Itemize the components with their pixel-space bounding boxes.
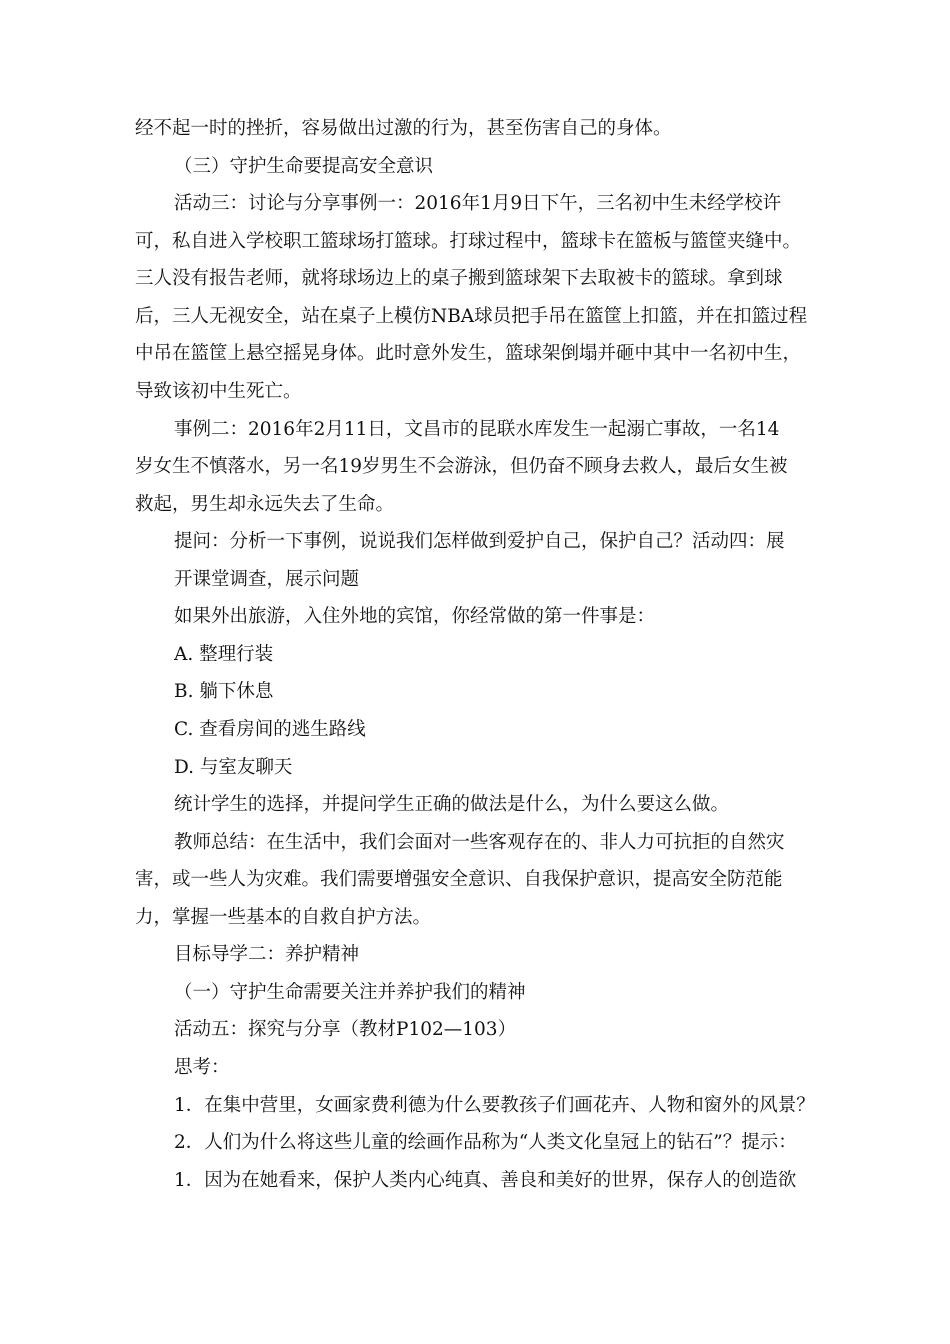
paragraph-line: 岁女生不慎落水，另一名19岁男生不会游泳，但仍奋不顾身去救人，最后女生被 [135,456,788,477]
question-text: 如果外出旅游，入住外地的宾馆，你经常做的第一件事是： [174,606,656,627]
option-c: C. 查看房间的逃生路线 [174,719,366,740]
section-heading: 目标导学二：养护精神 [174,944,360,965]
paragraph-line: 统计学生的选择，并提问学生正确的做法是什么，为什么要这么做。 [174,794,730,815]
paragraph-line: 害，或一些人为灾难。我们需要增强安全意识、自我保护意识，提高安全防范能 [135,869,783,890]
paragraph-line: 导致该初中生死亡。 [135,381,302,402]
section-heading: （三）守护生命要提高安全意识 [174,156,434,177]
answer-item: 1．因为在她看来，保护人类内心纯真、善良和美好的世界，保存人的创造欲 [174,1170,797,1191]
paragraph-line: 三人没有报告老师，就将球场边上的桌子搬到篮球架下去取被卡的篮球。拿到球 [135,268,783,289]
paragraph-line: 力，掌握一些基本的自救自护方法。 [135,907,432,928]
section-heading: （一）守护生命需要关注并养护我们的精神 [174,982,526,1003]
option-a: A. 整理行装 [174,644,274,665]
paragraph-line: 可，私自进入学校职工篮球场打篮球。打球过程中，篮球卡在篮板与篮筐夹缝中。 [135,231,802,252]
paragraph-line: 后，三人无视安全，站在桌子上模仿NBA球员把手吊在篮筐上扣篮，并在扣篮过程 [135,306,808,327]
paragraph-line: 思考： [174,1057,230,1078]
paragraph-line: 教师总结：在生活中，我们会面对一些客观存在的、非人力可抗拒的自然灾 [174,832,785,853]
option-d: D. 与室友聊天 [174,757,293,778]
paragraph-line: 中吊在篮筐上悬空摇晃身体。此时意外发生，篮球架倒塌并砸中其中一名初中生， [135,343,802,364]
paragraph-line: 经不起一时的挫折，容易做出过激的行为，甚至伤害自己的身体。 [135,118,672,139]
paragraph-line: 活动三：讨论与分享事例一：2016年1月9日下午，三名初中生未经学校许 [174,193,782,214]
option-b: B. 躺下休息 [174,681,274,702]
paragraph-line: 提问：分析一下事例，说说我们怎样做到爱护自己，保护自己？活动四：展 [174,531,785,552]
paragraph-line: 开课堂调查，展示问题 [174,569,360,590]
question-item: 2．人们为什么将这些儿童的绘画作品称为“人类文化皇冠上的钻石”？提示： [174,1132,797,1153]
paragraph-line: 事例二：2016年2月11日，文昌市的昆联水库发生一起溺亡事故，一名14 [174,419,780,440]
paragraph-line: 活动五：探究与分享（教材P102—103） [174,1019,517,1040]
paragraph-line: 救起，男生却永远失去了生命。 [135,494,395,515]
question-item: 1．在集中营里，女画家费利德为什么要教孩子们画花卉、人物和窗外的风景？ [174,1095,815,1116]
